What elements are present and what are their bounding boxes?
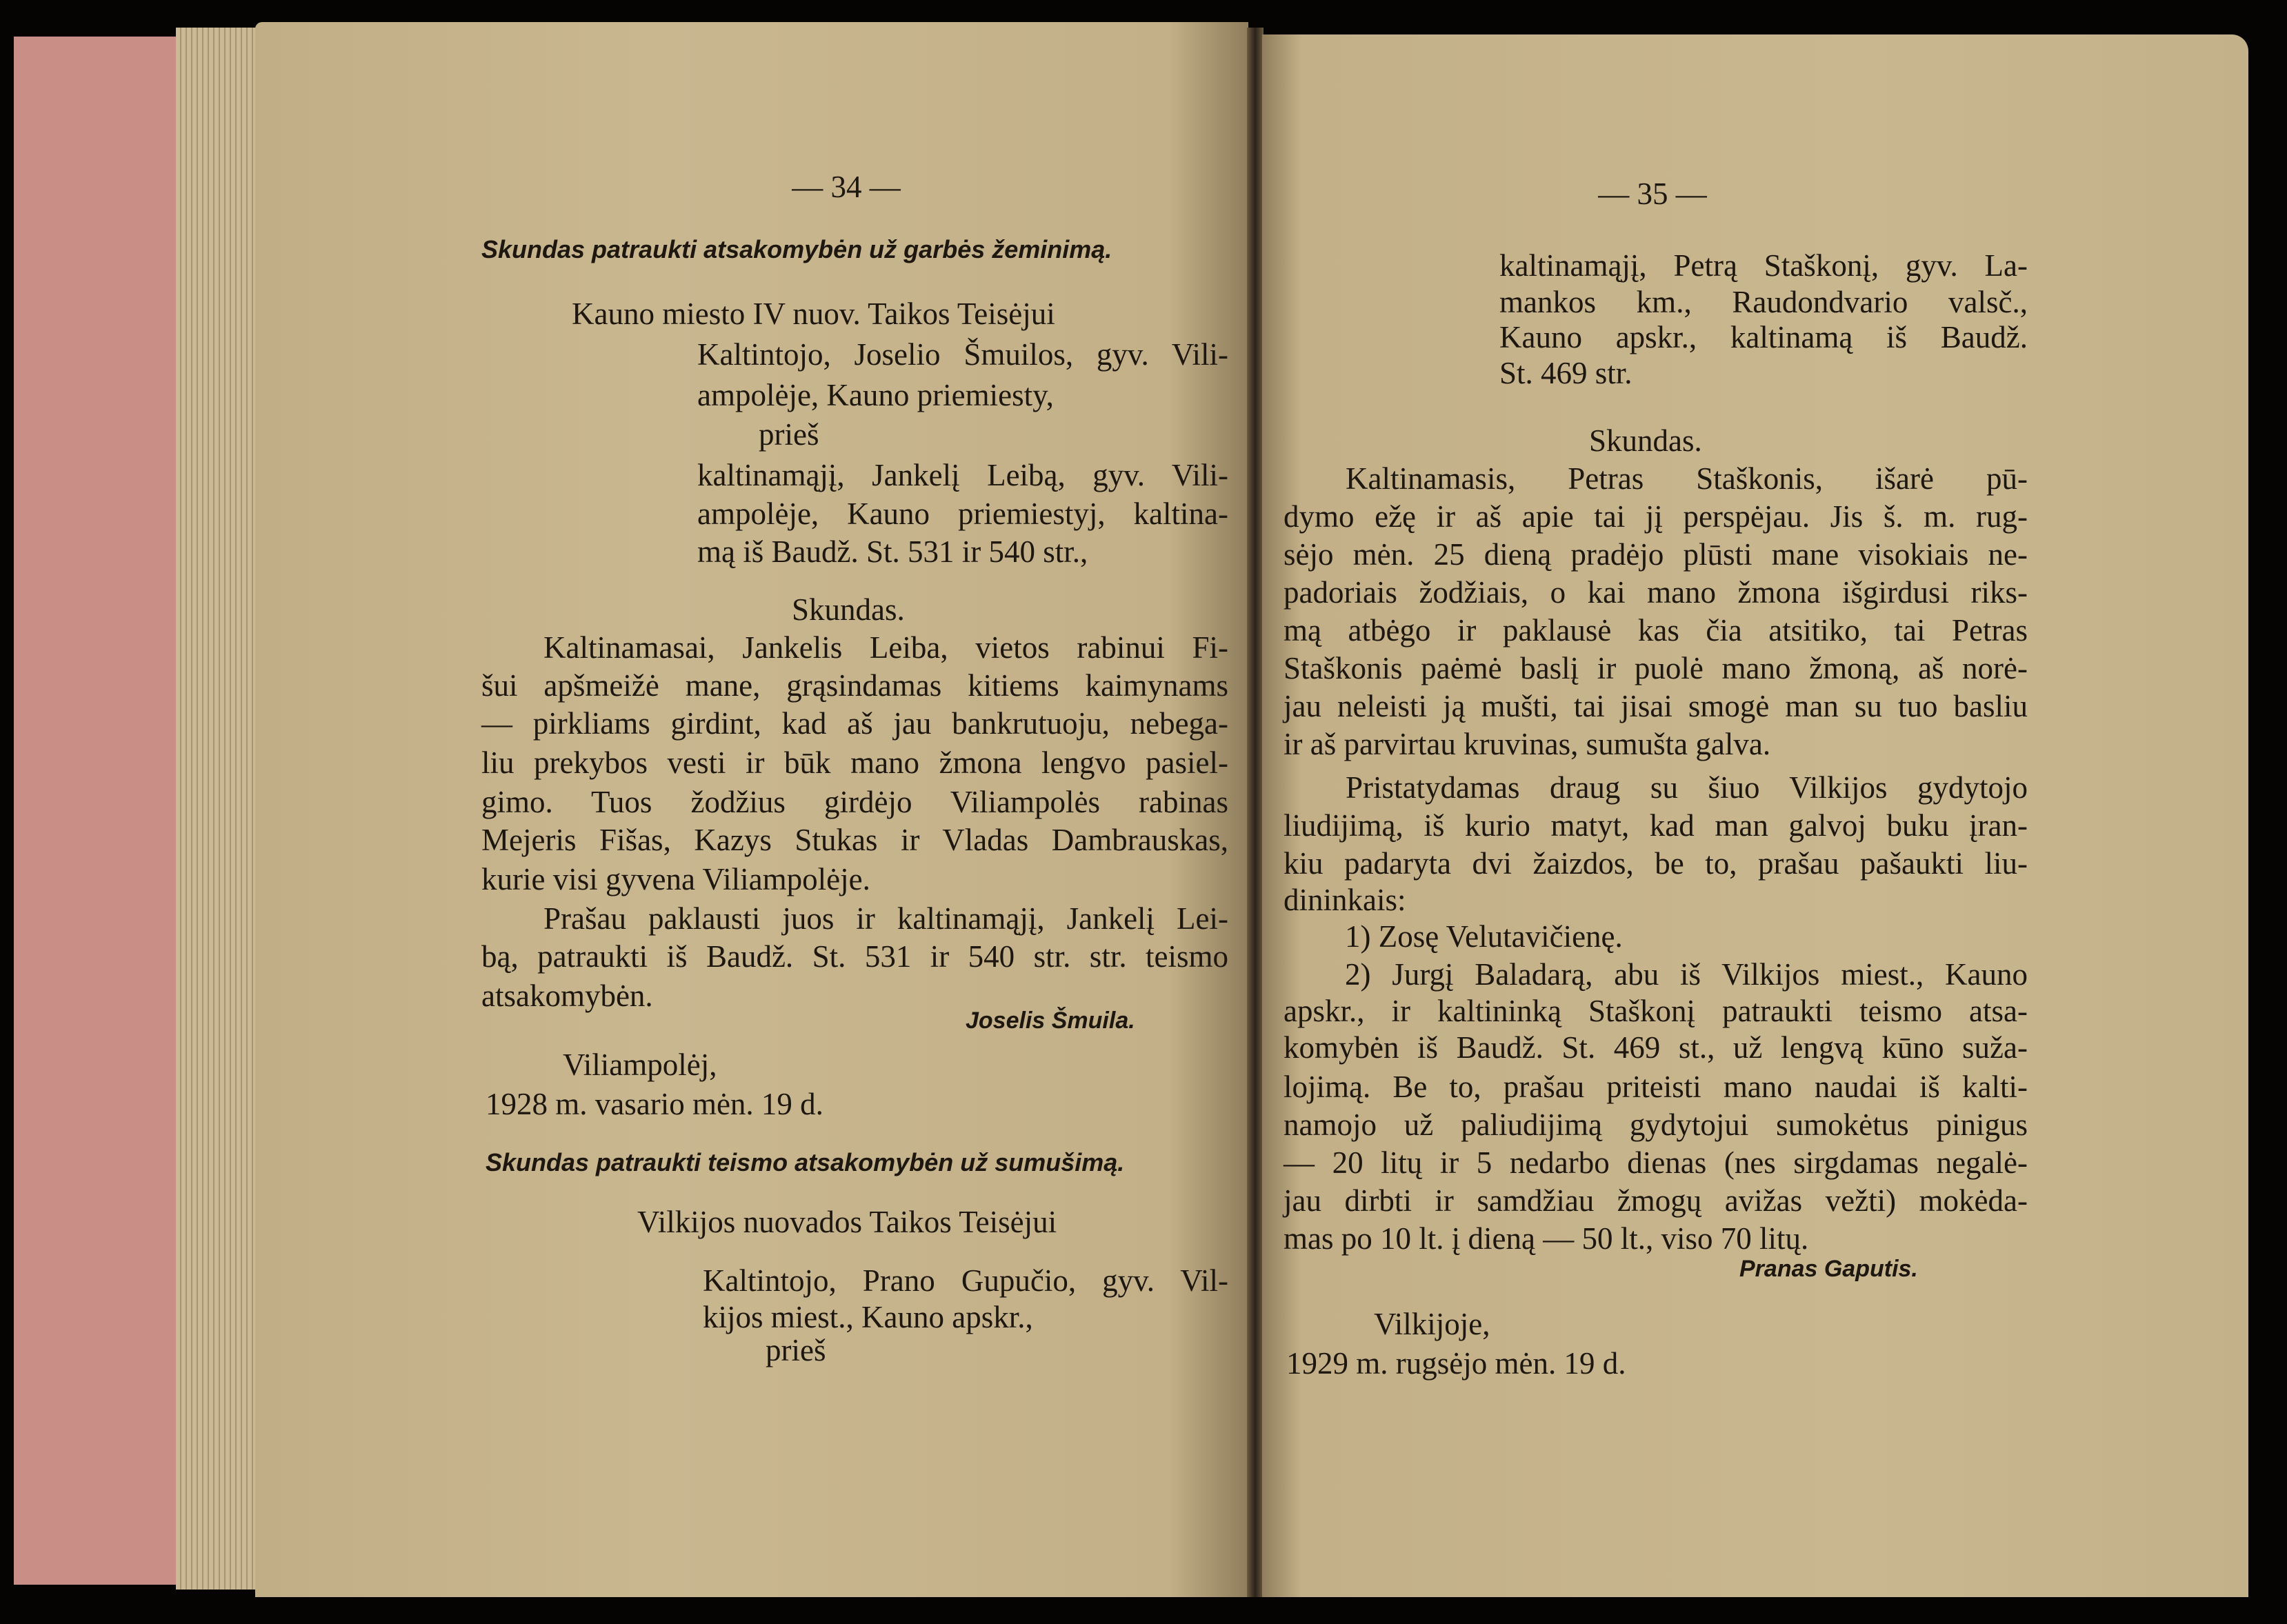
party-line: ampolėje, Kauno priemiestyj, kaltina- <box>697 497 1228 531</box>
book-gutter <box>1247 28 1264 1597</box>
body-line: — 20 litų ir 5 nedarbo dienas (nes sirgdamas negalė- <box>1284 1145 2028 1180</box>
place: Vilkijoje, <box>1374 1307 1490 1341</box>
body-line: liu prekybos vesti ir būk mano žmona lengvo pasiel- <box>481 745 1228 780</box>
body-line: jau dirbti ir samdžiau žmogų avižas vežti) mokėda- <box>1284 1183 2028 1218</box>
party-line: Kauno apskr., kaltinamą iš Baudž. <box>1499 320 2028 354</box>
party-line: mą iš Baudž. St. 531 ir 540 str., <box>697 534 1088 569</box>
date: 1928 m. vasario mėn. 19 d. <box>486 1087 823 1121</box>
witness-item: 2) Jurgį Baladarą, abu iš Vilkijos miest., Kauno <box>1345 957 2028 992</box>
page-number: — 35 — <box>1598 177 1707 211</box>
party-line: prieš <box>759 417 819 452</box>
right-page <box>1262 34 2248 1597</box>
body-line: Pristatydamas draug su šiuo Vilkijos gydytojo <box>1346 770 2028 805</box>
skundas-title: Skundas. <box>1589 423 1702 458</box>
witness-item: 1) Zosę Velutavičienę. <box>1345 919 1623 954</box>
body-line: apskr., ir kaltininką Staškonį patraukti teismo atsa- <box>1284 994 2028 1028</box>
party-line: ampolėje, Kauno priemiesty, <box>697 378 1054 412</box>
body-line: Mejeris Fišas, Kazys Stukas ir Vladas Dambrauskas, <box>481 823 1228 857</box>
body-line: — pirkliams girdint, kad aš jau bankrutuoju, nebega- <box>481 706 1228 741</box>
left-page <box>255 22 1248 1597</box>
body-line: Staškonis paėmė baslį ir puolė mano žmoną, aš norė- <box>1284 651 2028 685</box>
body-line: gimo. Tuos žodžius girdėjo Viliampolės rabinas <box>481 785 1228 819</box>
signature: Pranas Gaputis. <box>1739 1256 1918 1282</box>
body-line: ir aš parvirtau kruvinas, sumušta galva. <box>1284 727 1771 761</box>
body-line: sėjo mėn. 25 dieną pradėjo plūsti mane visokiais ne- <box>1284 537 2028 572</box>
signature: Joselis Šmuila. <box>966 1008 1135 1034</box>
party-line: prieš <box>766 1333 826 1367</box>
body-line: padoriais žodžiais, o kai mano žmona išgirdusi riks- <box>1284 575 2028 610</box>
party-line: St. 469 str. <box>1499 356 1632 390</box>
page-stack-edges <box>176 28 259 1590</box>
section-heading: Skundas patraukti teismo atsakomybėn už sumušimą. <box>486 1148 1125 1176</box>
body-line: lojimą. Be to, prašau priteisti mano naudai iš kalti- <box>1284 1070 2028 1104</box>
party-line: mankos km., Raudondvario valsč., <box>1499 285 2028 319</box>
body-line: Kaltinamasis, Petras Staškonis, išarė pū- <box>1346 461 2028 496</box>
party-line: Kaltintojo, Prano Gupučio, gyv. Vil- <box>703 1263 1228 1298</box>
body-line: komybėn iš Baudž. St. 469 st., už lengvą kūno suža- <box>1284 1030 2028 1065</box>
body-line: kiu padaryta dvi žaizdos, be to, prašau pašaukti liu- <box>1284 846 2028 881</box>
body-line: šui apšmeižė mane, grąsindamas kitiems kaimynams <box>481 668 1228 703</box>
place: Viliampolėj, <box>563 1047 717 1082</box>
body-line: atsakomybėn. <box>481 979 653 1013</box>
body-line: dymo ežę ir aš apie tai jį perspėjau. Jis š. m. rug- <box>1284 499 2028 534</box>
party-line: kijos miest., Kauno apskr., <box>703 1300 1033 1334</box>
body-line: bą, patraukti iš Baudž. St. 531 ir 540 str. str. teismo <box>481 939 1228 974</box>
party-line: Kaltintojo, Joselio Šmuilos, gyv. Vili- <box>697 337 1228 372</box>
body-line: mas po 10 lt. į dieną — 50 lt., viso 70 litų. <box>1284 1221 1809 1256</box>
body-line: namojo už paliudijimą gydytojui sumokėtus pinigus <box>1284 1107 2028 1142</box>
section-heading: Skundas patraukti atsakomybėn už garbės žeminimą. <box>481 235 1112 263</box>
party-line: kaltinamąjį, Petrą Staškonį, gyv. La- <box>1499 248 2028 283</box>
body-line: jau neleisti ją mušti, tai jisai smogė man su tuo basliu <box>1284 689 2028 723</box>
addressee: Vilkijos nuovados Taikos Teisėjui <box>637 1205 1057 1239</box>
body-line: mą atbėgo ir paklausė kas čia atsitiko, tai Petras <box>1284 613 2028 648</box>
skundas-title: Skundas. <box>792 592 905 627</box>
cover-edge <box>14 37 186 1585</box>
addressee: Kauno miesto IV nuov. Taikos Teisėjui <box>572 297 1055 331</box>
body-line: Prašau paklausti juos ir kaltinamąjį, Jankelį Lei- <box>543 901 1228 936</box>
body-line: liudijimą, iš kurio matyt, kad man galvoj buku įran- <box>1284 808 2028 843</box>
body-line: dininkais: <box>1284 883 1406 917</box>
date: 1929 m. rugsėjo mėn. 19 d. <box>1286 1346 1626 1381</box>
body-line: kurie visi gyvena Viliampolėje. <box>481 862 870 896</box>
party-line: kaltinamąjį, Jankelį Leibą, gyv. Vili- <box>697 458 1228 492</box>
body-line: Kaltinamasai, Jankelis Leiba, vietos rabinui Fi- <box>543 630 1228 665</box>
page-number: — 34 — <box>792 170 901 204</box>
